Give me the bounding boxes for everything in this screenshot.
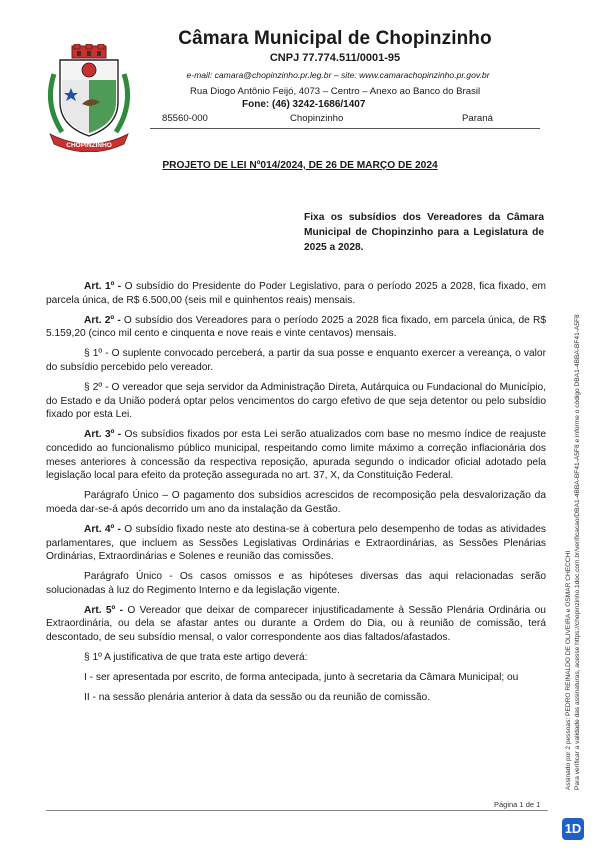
paragraph-text: § 2º - O vereador que seja servidor da Administração Direta, Autárquica ou Fundacional do Município, do Estado e da União poderá optar pelos vencimentos do cargo efetivo de que seja detentor ou pelo subsídio fixado por esta Lei. xyxy=(46,382,546,421)
bill-body xyxy=(46,280,546,711)
paragraph-text: II - na sessão plenária anterior à data da sessão ou da reunião de comissão. xyxy=(84,692,431,704)
state: Paraná xyxy=(462,113,493,124)
paragraph xyxy=(46,314,546,341)
paragraph-text: Parágrafo Único - Os casos omissos e as hipóteses diversas das aqui relacionadas serão solucionadas à luz do Regimento Interno e da legislação vigente. xyxy=(46,571,546,596)
signature-notice xyxy=(564,190,582,790)
paragraph-text: O subsídio do Presidente do Poder Legislativo, para o período 2025 a 2028, fica fixado, em parcela única, de R$ 6.500,00 (seis mil e quinhentos reais) mensais. xyxy=(46,281,546,306)
paragraph xyxy=(46,523,546,564)
cnpj: CNPJ 77.774.511/0001-95 xyxy=(269,52,401,64)
page-number: Página 1 de 1 xyxy=(494,800,541,809)
crest-ribbon-text: CHOPINZINHO xyxy=(66,142,112,149)
signature-verification: Para verificar a validade das assinaturas, acesse https://chopinzinho.1doc.com.br/verificacao/DBA1-4BBA-BF41-A5F8 e informe o código DBA1-4BBA-BF41-A5F8 xyxy=(574,314,581,790)
article-label: Art. 2º - xyxy=(84,314,121,326)
paragraph xyxy=(46,347,546,374)
paragraph-text: O subsídio fixado neste ato destina-se à cobertura pelo desempenho de todas as atividades parlamentares, que incluem as Sessões Legislativas Ordinárias e Extraordinárias, as Sessões Plenárias Ordinárias, Extraordinárias e Solenes e reunião das comissões. xyxy=(46,523,546,563)
paragraph-text: Parágrafo Único – O pagamento dos subsídios acrescidos de recomposição pela desvalorização da moeda dar-se-á após decorrido um ano da instalação da Gestão. xyxy=(46,490,546,515)
paragraph xyxy=(46,570,546,597)
header-divider xyxy=(150,128,540,129)
paragraph xyxy=(46,280,546,307)
paragraph xyxy=(46,381,546,422)
city: Chopinzinho xyxy=(290,113,344,124)
signature-signers: Assinado por 2 pessoas: PEDRO REINALDO DE OLIVEIRA e OSMAR CHECCHI xyxy=(565,550,572,790)
municipal-crest-icon xyxy=(44,44,134,152)
article-label: Art. 3º - xyxy=(84,429,122,441)
paragraph xyxy=(46,671,546,685)
bill-summary: Fixa os subsídios dos Vereadores da Câmara Municipal de Chopinzinho para a Legislatura de 2025 a 2028. xyxy=(304,212,544,253)
footer-divider xyxy=(46,810,548,811)
paragraph xyxy=(46,428,546,482)
paragraph xyxy=(46,691,546,705)
article-label: Art. 5º - xyxy=(84,604,123,616)
contact-line: e-mail: camara@chopinzinho.pr.leg.br – site: www.camarachopinzinho.pr.gov.br xyxy=(186,70,490,80)
paragraph-text: § 1º A justificativa de que trata este artigo deverá: xyxy=(84,652,308,664)
paragraph xyxy=(46,489,546,516)
paragraph-text: I - ser apresentada por escrito, de forma antecipada, junto à secretaria da Câmara Municipal; ou xyxy=(84,672,519,684)
phone-line: Fone: (46) 3242-1686/1407 xyxy=(242,99,366,110)
cep: 85560-000 xyxy=(162,113,208,124)
article-label: Art. 1º - xyxy=(84,281,122,292)
paragraph-text: Os subsídios fixados por esta Lei serão atualizados com base no mesmo índice de reajuste concedido ao funcionalismo público municipal, respeitando como limite máximo a correção inflacionária dos meses anteriores à concessão da respectiva reposição, apurada segundo o indicador oficial adotado pela legislação local para efeito da proteção assegurada no art. 37, X, da Constituição Federal. xyxy=(46,429,546,482)
address-line: Rua Diogo Antônio Feijó, 4073 – Centro – Anexo ao Banco do Brasil xyxy=(190,86,481,97)
bill-title: PROJETO DE LEI Nº014/2024, DE 26 DE MARÇO DE 2024 xyxy=(162,160,438,171)
verification-badge-icon[interactable]: 1D xyxy=(562,818,584,840)
paragraph-text: O subsídio dos Vereadores para o período 2025 a 2028 fica fixado, em parcela única, de R$ 5.159,20 (cinco mil cento e cinquenta e nove reais e vinte centavos) mensais. xyxy=(46,314,546,340)
paragraph-text: § 1º - O suplente convocado perceberá, a partir da sua posse e enquanto exercer a vereança, o valor do subsídio percebido pelo vereador. xyxy=(46,348,546,373)
paragraph xyxy=(46,604,546,645)
paragraph xyxy=(46,651,546,665)
chamber-name: Câmara Municipal de Chopinzinho xyxy=(178,28,492,49)
paragraph-text: O Vereador que deixar de comparecer injustificadamente à Sessão Plenária Ordinária ou Extraordinária, ou dela se afastar antes ou durante a Ordem do Dia, ou à reunião de comissão, terá descontado, de seu subsídio mensal, o valor correspondente aos dias faltados/afastados. xyxy=(46,604,546,644)
article-label: Art. 4º - xyxy=(84,523,121,535)
